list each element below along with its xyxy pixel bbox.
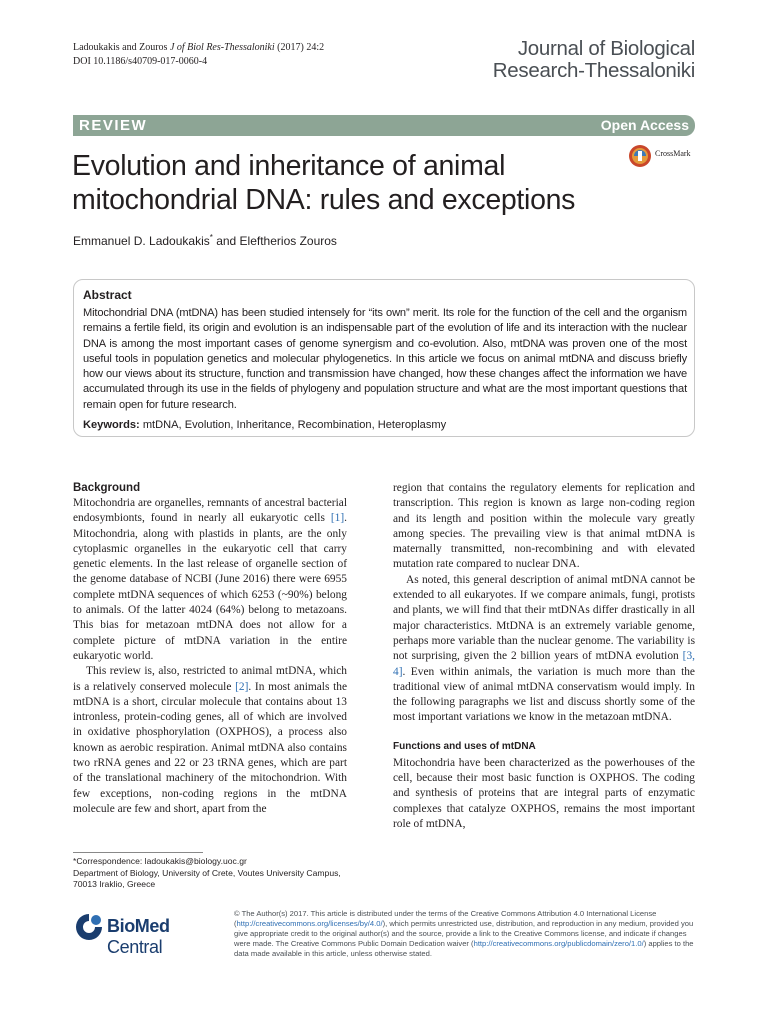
biomed-central-logo[interactable] [73,911,223,957]
license-link[interactable]: http://creativecommons.org/licenses/by/4.0/ [236,919,383,928]
author-1[interactable]: Emmanuel D. Ladoukakis [73,234,210,248]
paragraph: Mitochondria have been characterized as the powerhouses of the cell, because their most basic function is OXPHOS. The coding and synthesis of proteins that are integral parts of enzymatic complexes that catalyze OXPHOS, remains the most important role of mtDNA, [393,756,695,830]
license-text [234,909,696,959]
correspondence-footnote [73,856,353,891]
crossmark-label: CrossMark [655,149,691,158]
body-left-column [73,481,347,817]
journal-name-line2: Research-Thessaloniki [492,59,695,82]
footnote-divider [73,852,203,853]
paragraph [393,573,695,726]
paragraph-text: . Mitochondria, along with plastids in plants, are the only cytoplasmic organelles in the eukaryotic cell that carry genetic elements. In the last release of organelle section of the genome database of NCBI (June 2016) there were 6955 complete mtDNA sequences of which 6253 (~90%) belong to animals. Of the latter 4024 (64%) belong to metazoans. This bias for metazoan mtDNA does not allow for a complete picture of mtDNA variation in the entire eukaryotic world. [73,512,347,662]
license-part: ) applies to the data made available in this article, unless otherwise stated. [234,939,694,958]
paragraph: region that contains the regulatory elements for replication and transcription. This region is known as large non-coding region and its length and position within the molecule vary greatly among species. The prevailing view is that animal mtDNA is maternally transmitted, non-recombining and with elevated mutation rate compared to nuclear DNA. [393,482,695,571]
journal-name-line1: Journal of Biological [517,37,695,60]
public-domain-link[interactable]: http://creativecommons.org/publicdomain/zero/1.0/ [473,939,644,948]
license-part: ), which permits unrestricted use, distribution, and reproduction in any medium, provided you give appropriate credit to the original author(s) and the source, provide a link to the Creative Commons license, and indicate if changes were made. The Creative Commons Public Domain Dedication waiver ( [234,919,694,948]
author-list [73,233,337,248]
abstract-text: Mitochondrial DNA (mtDNA) has been studied intensely for “its own” merit. Its role for the function of the cell and the organism remains a fertile field, its origin and evolution is an indispensable part of the evolution of life and its interaction with the nuclear DNA is among the most important cases of genome synergism and co-evolution. Also, mtDNA was proven one of the most useful tools in population genetics and molecular phylogenetics. In this article we focus on animal mtDNA and discuss briefly how our views about its structure, function and transmission have changed, how these changes affect the information we have accumulated through its use in the fields of phylogeny and population structure and what are the most important questions that remain open for future research. [83,307,687,411]
citation-link[interactable]: [2] [235,680,249,693]
article-title-line1: Evolution and inheritance of animal [72,150,506,182]
paragraph-text: . In most animals the mtDNA is a short, circular molecule that contains about 13 intronless, protein-coding genes, all of which are involved in oxidative phosphorylation (OXPHOS), a process also known as aerobic respiration. Animal mtDNA also contains two rRNA genes and 22 or 23 tRNA genes, which are part of the translational machinery of the mitochondrion. With few exceptions, non-coding regions in the mtDNA molecule are few and short, apart from the [73,680,347,815]
background-heading: Background [73,482,141,494]
journal-name [493,38,695,82]
wordmark-bold: BioMed [107,916,170,936]
citation-link[interactable]: [1] [330,512,345,525]
keywords-label: Keywords: [83,419,140,431]
keywords-list: mtDNA, Evolution, Inheritance, Recombination, Heteroplasmy [142,419,447,431]
functions-heading: Functions and uses of mtDNA [393,740,536,752]
article-title [72,149,632,217]
biomed-central-wordmark [107,916,223,958]
open-access-label: Open Access [600,117,689,133]
correspondence-line: *Correspondence: ladoukakis@biology.uoc.gr [73,856,247,866]
paragraph-text: As noted, this general description of animal mtDNA cannot be extended to all eukaryotes. If we compare animals, fungi, protists and plants, we will find that their mtDNAs differ drastically in all major characteristics. MtDNA is an extremely variable genome, perhaps more variable than the nuclear genome. The variability is not surprising, given the 2 billion years of mtDNA evolution [393,573,695,663]
citation-authors: Ladoukakis and Zouros [73,42,168,53]
citation-block [73,41,324,69]
body-right-column [393,481,695,832]
article-type-label: REVIEW [79,117,148,134]
author-2[interactable]: and Eleftherios Zouros [212,234,337,248]
affiliation-line: Department of Biology, University of Crete, Voutes University Campus, 70013 Iraklio, Greece [73,867,341,889]
paragraph-text: Mitochondria are organelles, remnants of ancestral bacterial endosymbionts, found in nearly all eukaryotic cells [73,497,347,525]
wordmark-regular: Central [107,937,163,957]
article-title-line2: mitochondrial DNA: rules and exceptions [72,184,576,216]
citation-volume: (2017) 24:2 [274,42,325,53]
abstract-box [73,279,695,437]
article-type-banner [73,115,695,136]
crossmark-badge[interactable] [628,144,698,168]
license-part: © The Author(s) 2017. This article is distributed under the terms of the Creative Commons Attribution 4.0 International License ( [234,909,657,928]
paragraph [73,664,347,817]
paragraph-text: This review is, also, restricted to animal mtDNA, which is a relatively conserved molecule [73,665,347,693]
citation-journal: J of Biol Res-Thessaloniki [169,42,275,53]
citation-link[interactable]: [3, 4] [393,650,695,678]
paragraph-text: . Even within animals, the variation is much more than the traditional view of animal mtDNA conservatism would imply. In the following paragraphs we list and discuss shortly some of the most important variations we know in the metazoan mtDNA. [393,665,695,724]
paragraph [73,496,347,664]
crossmark-icon [628,144,652,168]
biomed-central-icon [73,911,105,943]
abstract-heading: Abstract [83,288,132,302]
doi: DOI 10.1186/s40709-017-0060-4 [73,56,208,67]
citation-line [73,41,324,55]
correspondence-mark: * [209,233,213,242]
keywords-line [83,419,446,431]
